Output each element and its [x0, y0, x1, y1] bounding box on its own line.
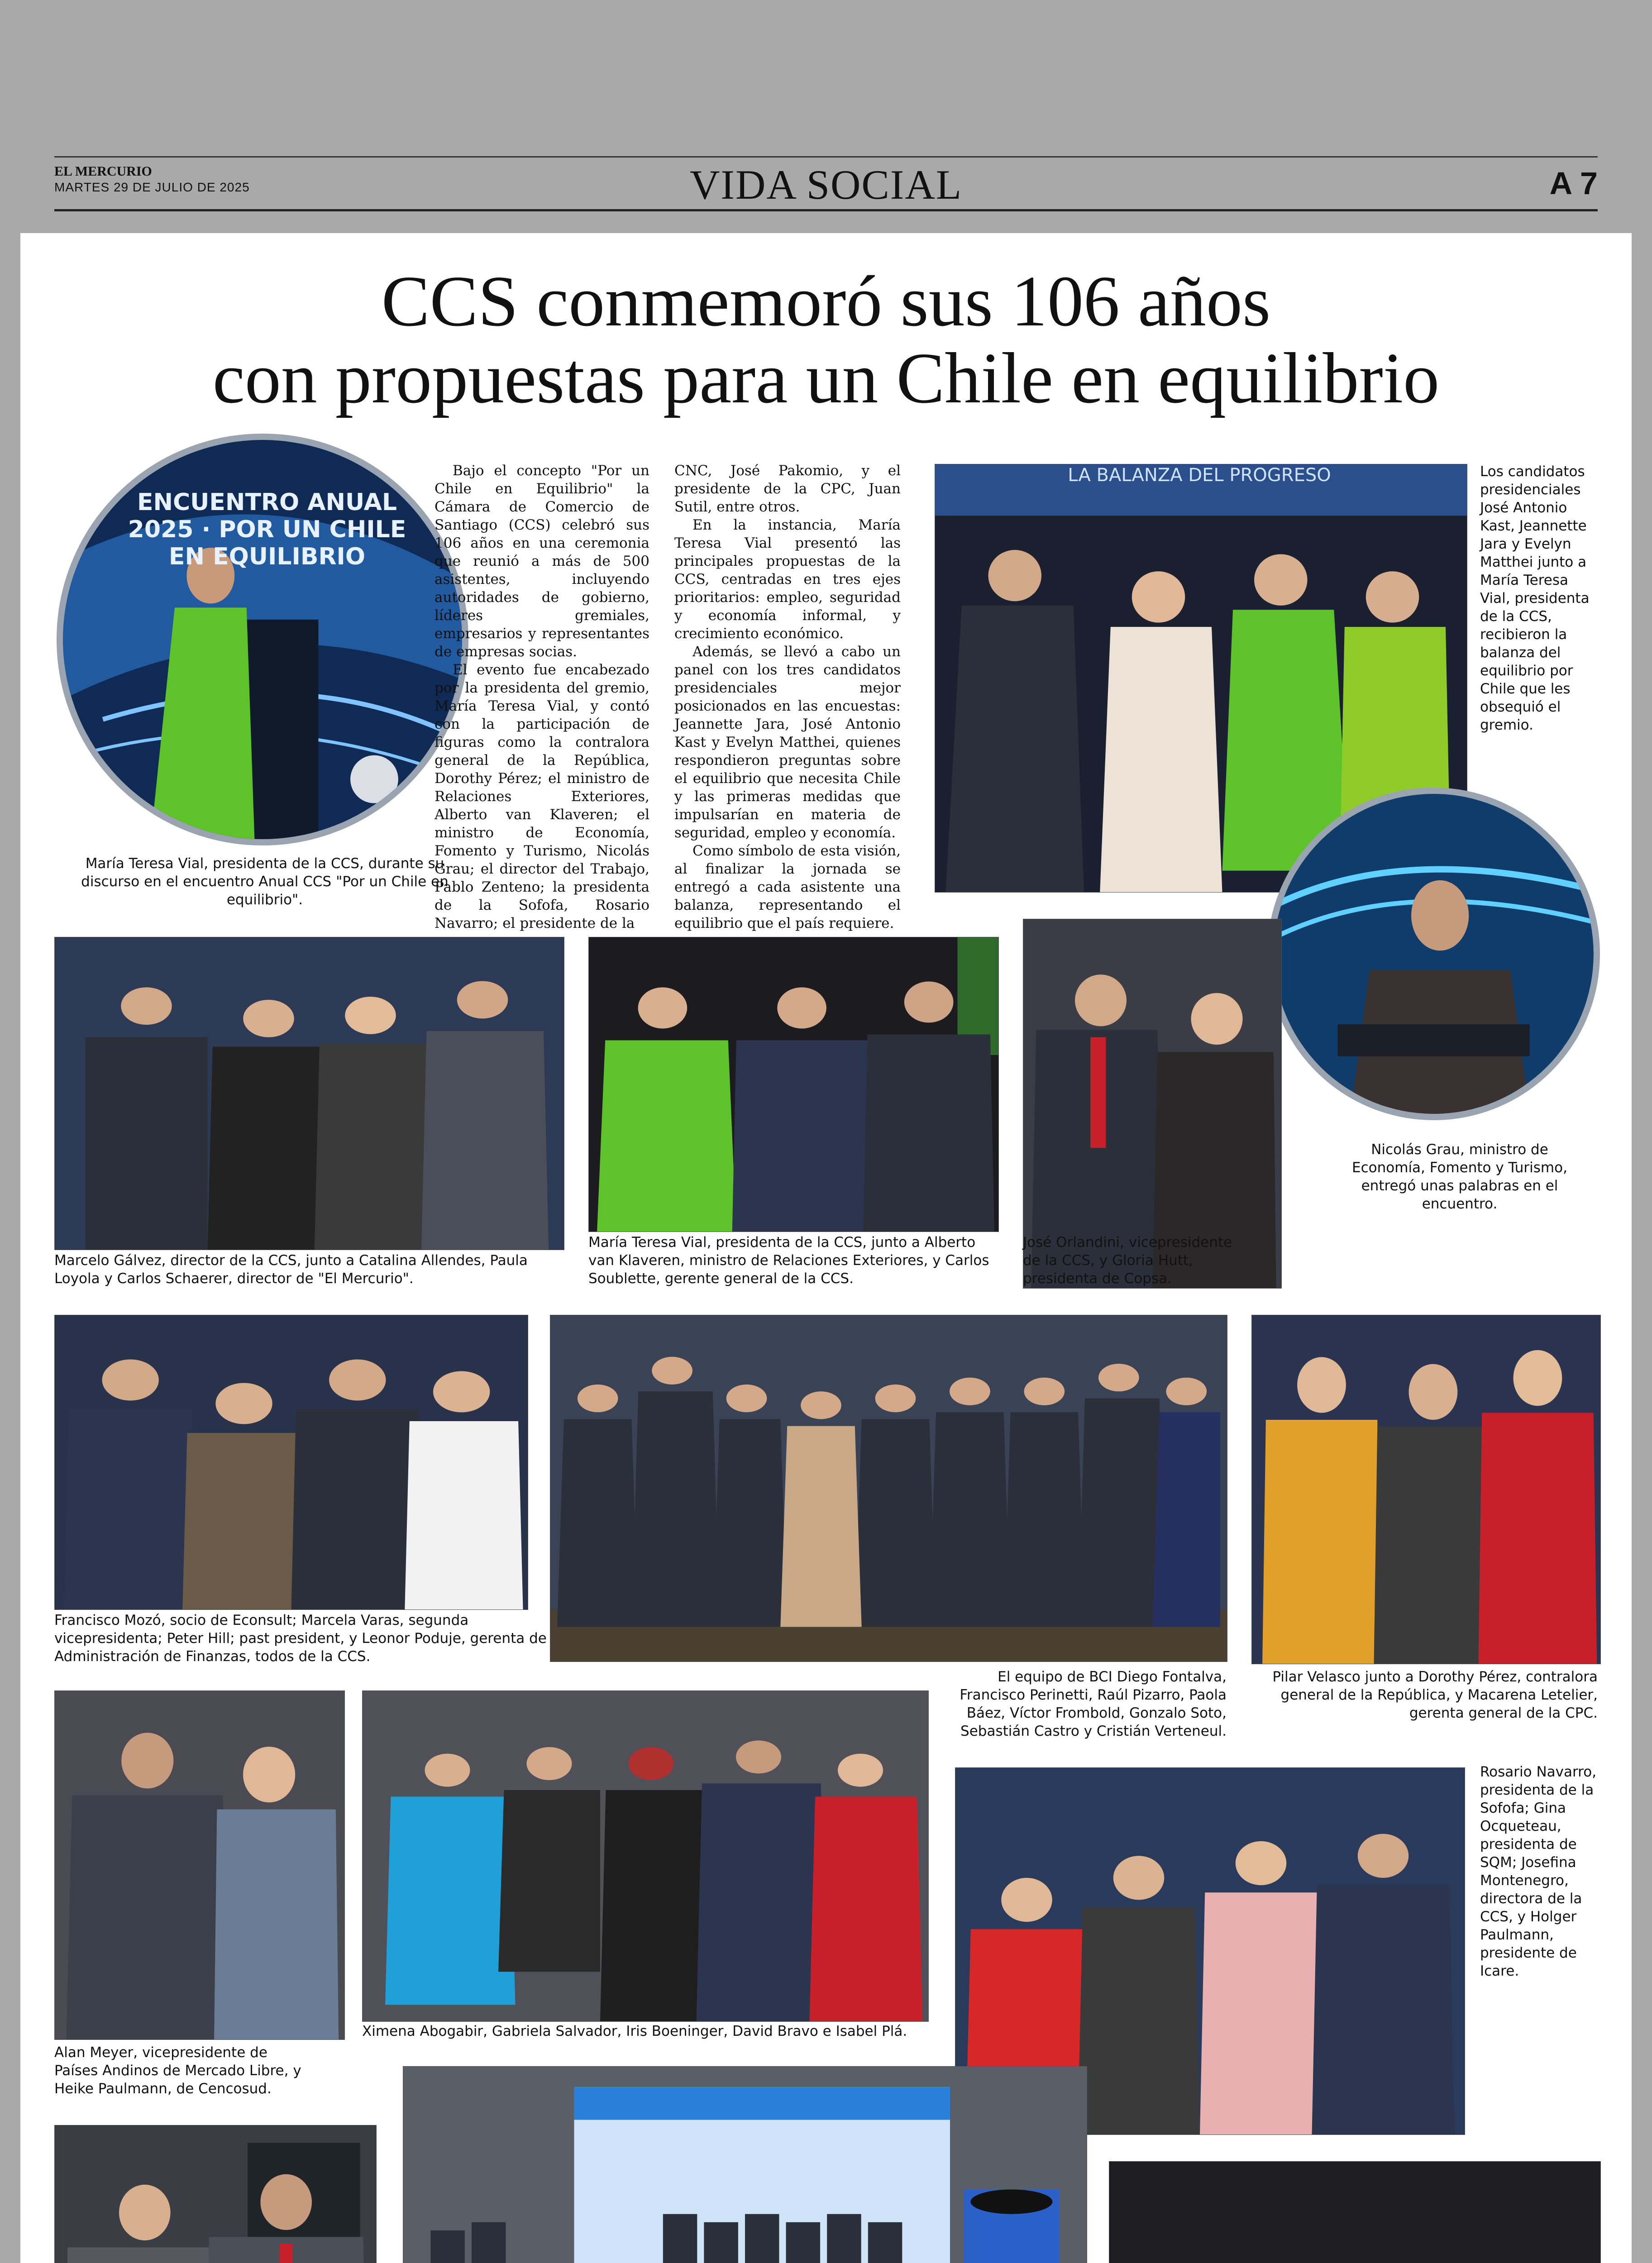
article-column-1	[434, 462, 649, 932]
caption-12: Rosario Navarro, presidenta de la Sofofa; Gina Ocqueteau, presidenta de SQM; Josefina Montenegro, directora de la CCS, y Holger Paulmann, presidente de Icare.	[1480, 1764, 1597, 1979]
caption-3: Nicolás Grau, ministro de Economía, Fomento y Turismo, entregó unas palabras en el encuentro.	[1352, 1141, 1567, 1212]
photo-bci-team	[550, 1315, 1227, 1662]
headline-line-2: con propuestas para un Chile en equilibrio	[212, 338, 1440, 418]
article-paragraph: Como símbolo de esta visión, al finalizar la jornada se entregó a cada asistente una balanza, representando el equilibrio que el país requiere.	[674, 843, 901, 931]
photo-vial-klaveren	[588, 937, 999, 1232]
caption-2: Los candidatos presidenciales José Antonio Kast, Jeannette Jara y Evelyn Matthei junto a María Teresa Vial, presidenta de la CCS, recibieron la balanza del equilibrio por Chile que les obsequió el gremio.	[1480, 463, 1590, 733]
photo-bluexpress-team	[403, 2066, 1087, 2263]
issue-date: MARTES 29 DE JULIO DE 2025	[54, 180, 250, 194]
section-title: VIDA SOCIAL	[689, 162, 963, 208]
photo-mozo-group	[54, 1315, 528, 1610]
headline	[20, 263, 1632, 416]
photo-mena-pakomio	[54, 2125, 377, 2263]
paper-name: EL MERCURIO	[54, 164, 152, 179]
caption-4: Marcelo Gálvez, director de la CCS, junto a Catalina Allendes, Paula Loyola y Carlos Schaerer, director de "El Mercurio".	[54, 1252, 528, 1287]
photo-minister-circle	[1267, 788, 1600, 1120]
photo-velasco-perez	[1251, 1315, 1601, 1664]
caption-11: Ximena Abogabir, Gabriela Salvador, Iris Boeninger, David Bravo e Isabel Plá.	[362, 2023, 907, 2039]
photo-paulmann-chahuan	[1109, 2161, 1601, 2263]
article-paragraph: El evento fue encabezado por la presidenta del gremio, María Teresa Vial, y contó con la participación de figuras como la contralora general de la República, Dorothy Pérez; el ministro de Relaciones Exteriores, Alberto van Klaveren; el ministro de Economía, Fomento y Turismo, Nicolás Grau; el director del Trabajo, Pablo Zenteno; la presidenta de la Sofofa, Rosario Navarro; el presidente de la	[434, 662, 649, 931]
photo-abogabir-group	[362, 1690, 929, 2022]
article-paragraph: Bajo el concepto "Por un Chile en Equilibrio" la Cámara de Comercio de Santiago (CCS) celebró sus 106 años en una ceremonia que reunió a más de 500 asistentes, incluyendo autoridades de gobierno, líderes gremiales, empresarios y representantes de empresas socias.	[434, 463, 649, 660]
article-paragraph: En la instancia, María Teresa Vial presentó las principales propuestas de la CCS, centradas en tres ejes prioritarios: empleo, seguridad y economía informal, y crecimiento económico.	[674, 517, 901, 642]
photo-galvez-group	[54, 937, 564, 1250]
headline-line-1: CCS conmemoró sus 106 años	[381, 261, 1271, 341]
caption-10: Alan Meyer, vicepresidente de Países Andinos de Mercado Libre, y Heike Paulmann, de Cencosud.	[54, 2044, 301, 2097]
article-paragraph: CNC, José Pakomio, y el presidente de la CPC, Juan Sutil, entre otros.	[674, 463, 901, 515]
page-number: A 7	[1549, 166, 1598, 201]
caption-8: El equipo de BCI Diego Fontalva, Francisco Perinetti, Raúl Pizarro, Paola Báez, Víctor Frombold, Gonzalo Soto, Sebastián Castro y Cristián Verteneul.	[960, 1669, 1227, 1739]
caption-5: María Teresa Vial, presidenta de la CCS, junto a Alberto van Klaveren, ministro de Relaciones Exteriores, y Carlos Soublette, gerente general de la CCS.	[588, 1234, 989, 1287]
photo-overlay-text-1: ENCUENTRO ANUAL 2025 · POR UN CHILE EN EQUILIBRIO	[128, 489, 406, 570]
caption-9: Pilar Velasco junto a Dorothy Pérez, contralora general de la República, y Macarena Letelier, gerenta general de la CPC.	[1272, 1669, 1598, 1721]
article-paragraph: Además, se llevó a cabo un panel con los tres candidatos presidenciales mejor posicionados en las encuestas: Jeannette Jara, José Antonio Kast y Evelyn Matthei, quienes respondieron preguntas sobre el equilibrio que necesita Chile y las primeras medidas que impulsarían en materia de seguridad, empleo y economía.	[674, 644, 901, 841]
article-column-2	[674, 462, 901, 932]
masthead-rule-top	[54, 156, 1598, 158]
caption-7: Francisco Mozó, socio de Econsult; Marcela Varas, segunda vicepresidenta; Peter Hill; past president, y Leonor Poduje, gerenta de Administración de Finanzas, todos de la CCS.	[54, 1612, 547, 1665]
photo-overlay-text-2: LA BALANZA DEL PROGRESO	[1068, 465, 1331, 486]
photo-meyer-paulmann	[54, 1690, 345, 2040]
caption-1: María Teresa Vial, presidenta de la CCS, durante su discurso en el encuentro Anual CCS "Por un Chile en equilibrio".	[81, 855, 449, 908]
masthead-rule-bottom	[54, 209, 1598, 211]
caption-6: José Orlandini, vicepresidente de la CCS, y Gloria Hutt, presidenta de Copsa.	[1023, 1234, 1232, 1287]
